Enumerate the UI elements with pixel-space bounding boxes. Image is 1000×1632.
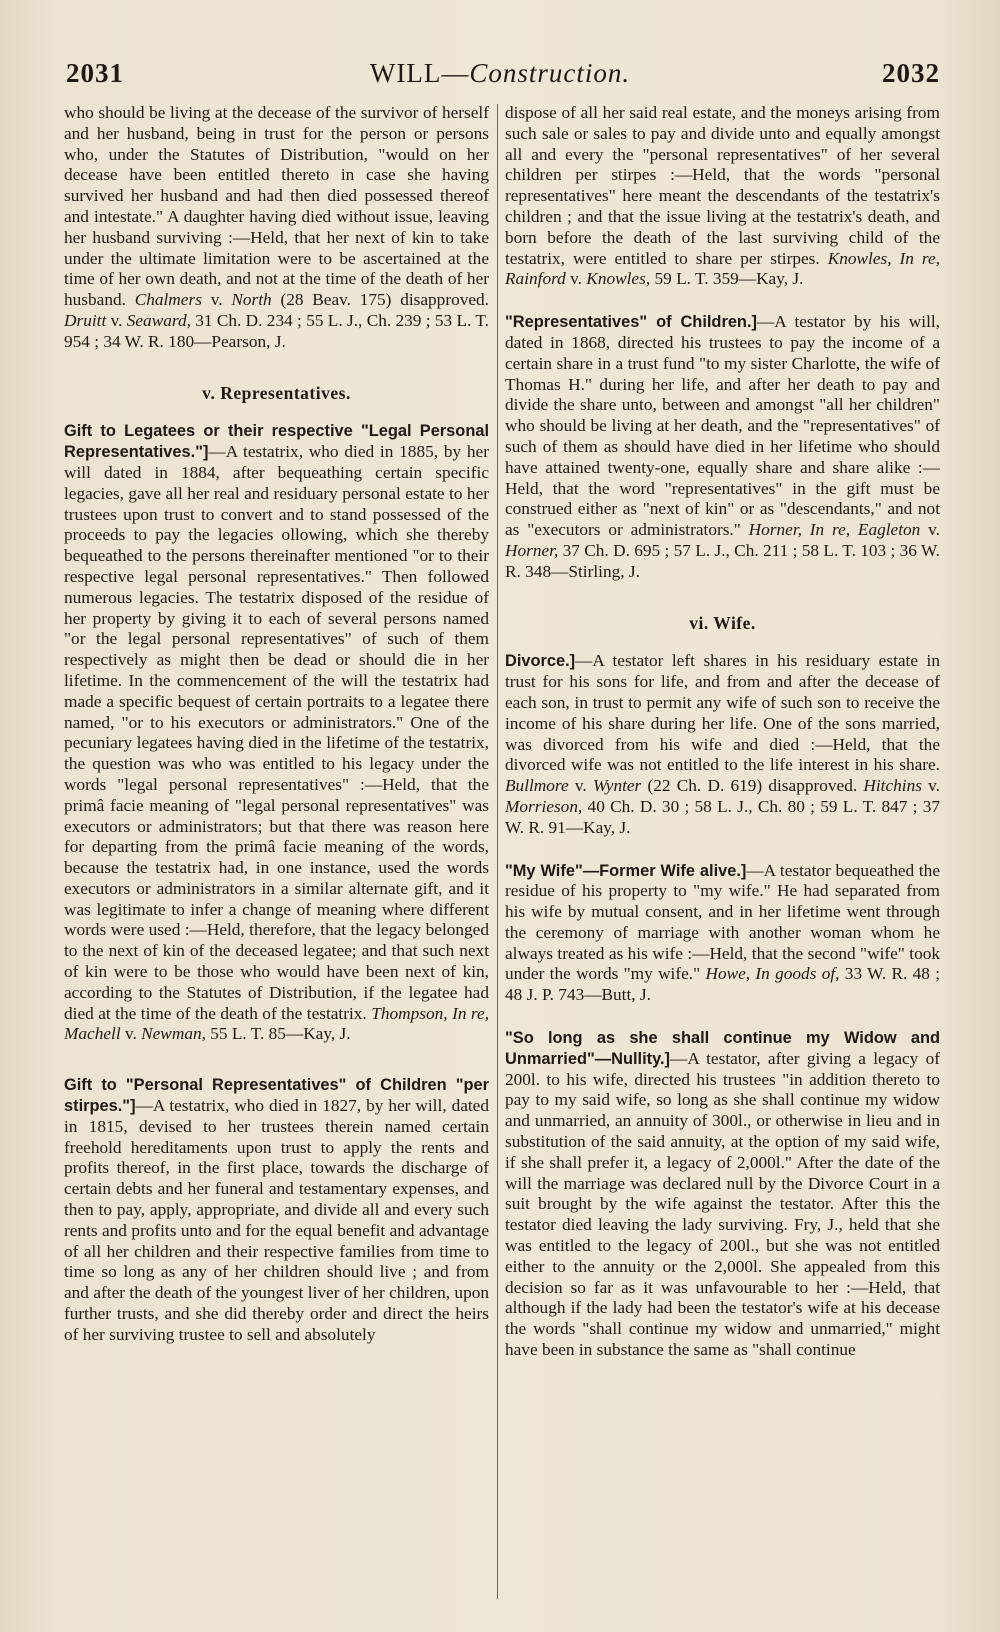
paragraph-lead: "So long as she shall continue my Widow and Unmarried"—Nullity.] <box>505 1029 940 1068</box>
case-citation: Seaward, <box>126 310 191 330</box>
paragraph-lead: Divorce.] <box>505 652 576 671</box>
citation-connector: v. <box>565 269 587 289</box>
paragraph-text: —A testatrix, who died in 1885, by her will dated in 1884, after bequeathing certain specific legacies, gave all her real and residuary personal estate to her trustees upon trust to convert and to stand possessed of the proceeds to pay the legacies ollowing, which she thereby bequeathed to the persons thereinafter mentioned "or to their respective legal personal representatives." Then followed numerous legacies. The testatrix disposed of the residue of her property by giving it to each of several persons named "or the legal personal representatives" of such of them respectively as might then be dead or should die in her lifetime. In the commencement of the will the testatrix had made a specific bequest of certain portraits to a legatee there named, "or to his executors or administrators." One of the pecuniary legatees having died in the lifetime of the testatrix, the question was who was entitled to his legacy under the words "legal personal representatives" :—Held, that the primâ facie meaning of "legal personal representatives" was executors or administrators; but that there was reason here for departing from the primâ facie meaning of the words, because the testatrix had, in one instance, used the words executors or administrators in a similar alternate gift, and it was legitimate to infer a change of meaning where different words were used :—Held, therefore, that the legacy belonged to the next of kin of the deceased legatee; and that such next of kin were to be those who would have been next of kin, according to the Statutes of Distribution, if the legatee had died at the time of the death of the testatrix. <box>64 442 489 1023</box>
citation-reference: 55 L. T. 85—Kay, J. <box>205 1024 351 1044</box>
citation-connector: v. <box>568 776 593 796</box>
paragraph-widow-unmarried <box>505 1028 940 1361</box>
case-citation: Thompson, In re, Machell <box>64 1003 489 1044</box>
case-citation: Morrieson, <box>505 796 583 816</box>
case-citation: Knowles, <box>586 269 651 289</box>
case-citation: North <box>231 290 272 310</box>
paragraph-lead: Gift to "Personal Representatives" of Children "per stirpes."] <box>64 1076 489 1116</box>
case-citation: Chalmers <box>134 290 202 310</box>
left-column <box>64 103 489 1603</box>
citation-reference: 31 Ch. D. 234 ; 55 L. J., Ch. 239 ; 53 L. T. 954 ; 34 W. R. 180—Pearson, J. <box>64 310 489 351</box>
citation-connector: v. <box>106 310 127 330</box>
paragraph-legal-personal-representatives <box>64 421 489 1045</box>
paragraph-text: —A testator by his will, dated in 1868, directed his trustees to pay the income of a certain share in a trust fund "to my sister Charlotte, the wife of Thomas H." during her life, and after her death to pay and divide the share unto, between and amongst "all her children" who should be living at her death, and the "representatives" of such of them as should have died in her lifetime who should have attained twenty-one, equally share and share alike :—Held, that the word "representatives" in the gift must be construed either as "next of kin" or as "descendants," and not as "executors or administrators." <box>505 312 940 540</box>
column-divider <box>497 104 498 1599</box>
running-header <box>60 58 940 98</box>
paragraph-lead: Gift to Legatees or their respective "Legal Personal Representatives."] <box>64 422 489 462</box>
case-citation: Wynter <box>592 776 642 796</box>
section-heading-representatives: v. Representatives. <box>202 382 351 403</box>
paragraph-text: —A testator, after giving a legacy of 200l. to his wife, directed his trustees "in addition thereto to pay to my said wife, so long as she shall continue my widow and unmarried, an annuity of 300l., or otherwise in lieu and in substitution of the said annuity, at the option of my said wife, if she shall prefer it, a legacy of 2,000l." After the date of the will the marriage was declared null by the Divorce Court in a suit brought by the wife against the testator. After this the testator died leaving the lady surviving. Fry, J., held that she was entitled to the legacy of 200l., but she was not entitled either to the annuity or the 2,000l. She appealed from this decision so far as it was unfavourable to her :—Held, that although if the lady had been the testator's wife at his decease the words "shall continue my widow and unmarried," might have been in substance the same as "shall continue <box>505 1048 940 1360</box>
section-heading-wife: vi. Wife. <box>689 612 756 633</box>
page-number-right: 2032 <box>882 58 940 88</box>
paragraph-divorce <box>505 651 940 838</box>
citation-connector: v. <box>201 290 232 310</box>
page-number-left: 2031 <box>66 58 124 88</box>
citation-text: (22 Ch. D. 619) disapproved. <box>641 776 864 796</box>
citation-text: (28 Beav. 175) disapproved. <box>271 290 489 310</box>
case-citation: Knowles, In re, Rainford <box>505 248 940 289</box>
running-title-main: WILL— <box>369 58 470 88</box>
citation-reference: 59 L. T. 359—Kay, J. <box>650 269 804 289</box>
citation-reference: 33 W. R. 48 ; 48 J. P. 743—Butt, J. <box>505 964 940 1005</box>
running-title <box>60 58 940 89</box>
paragraph-continuation <box>64 103 489 353</box>
case-citation: Druitt <box>64 310 107 330</box>
running-title-italic: Construction. <box>469 58 631 88</box>
paragraph-text: —A testator left shares in his residuary estate in trust for his sons for life, and from and after the decease of each son, in trust to permit any wife of such son to receive the income of his share during her life. One of the sons married, was divorced from his wife and died :—Held, that the divorced wife was not entitled to the life interest in his share. <box>505 651 940 775</box>
right-column <box>505 103 940 1603</box>
citation-connector: v. <box>120 1024 142 1044</box>
citation-reference: 37 Ch. D. 695 ; 57 L. J., Ch. 211 ; 58 L. T. 103 ; 36 W. R. 348—Stirling, J. <box>505 540 940 581</box>
paragraph-my-wife <box>505 861 940 1007</box>
paragraph-lead: "Representatives" of Children.] <box>505 313 757 332</box>
case-citation: Bullmore <box>505 776 569 796</box>
paragraph-text: —A testatrix, who died in 1827, by her will, dated in 1815, devised to her trustees therein named certain freehold hereditaments upon trust to apply the rents and profits thereof, in the first place, towards the discharge of certain debts and her funeral and testamentary expenses, and then to pay, apply, appropriate, and divide all and every such rents and profits unto and for the equal benefit and advantage of all her children and their respective families from time to time so long as any of her children should live ; and from and after the death of the youngest liver of her children, upon further trusts, and she did thereby order and direct the heirs of her surviving trustee to sell and absolutely <box>64 1096 489 1344</box>
paragraph-per-stirpes <box>64 1075 489 1345</box>
paragraph-continuation <box>505 103 940 290</box>
citation-connector: v. <box>921 776 940 796</box>
case-citation: Horner, <box>505 540 559 560</box>
paragraph-text: who should be living at the decease of the survivor of herself and her husband, being in trust for the person or persons who, under the Statutes of Distribution, "would on her decease have been entitled thereto in case she having survived her husband and had then died possessed thereof and intestate." A daughter having died without issue, leaving her husband surviving :—Held, that her next of kin to take under the ultimate limitation were to be ascertained at the time of her own death, and not at the time of the death of her husband. <box>64 103 489 310</box>
case-citation: Horner, In re, Eagleton <box>748 520 921 540</box>
case-citation: Newman, <box>141 1024 206 1044</box>
paragraph-text: dispose of all her said real estate, and the moneys arising from such sale or sales to pay and divide unto and equally amongst all and every the "personal representatives" of her several children per stirpes :—Held, that the words "personal representatives" here meant the descendants of the testatrix's children ; and that the issue living at the testatrix's death, and born before the death of the last surviving child of the testatrix, were entitled to share per stirpes. <box>505 103 940 268</box>
case-citation: Howe, In goods of, <box>705 964 840 984</box>
citation-connector: v. <box>920 520 940 540</box>
citation-reference: 40 Ch. D. 30 ; 58 L. J., Ch. 80 ; 59 L. T. 847 ; 37 W. R. 91—Kay, J. <box>505 796 940 837</box>
paragraph-representatives-of-children <box>505 312 940 582</box>
paragraph-text: —A testator bequeathed the residue of his property to "my wife." He had separated from his wife by mutual consent, and in her lifetime went through the ceremony of marriage with another woman whom he always treated as his wife :—Held, that the second "wife" took under the words "my wife." <box>505 860 940 984</box>
case-citation: Hitchins <box>863 776 922 796</box>
paragraph-lead: "My Wife"—Former Wife alive.] <box>505 861 747 880</box>
